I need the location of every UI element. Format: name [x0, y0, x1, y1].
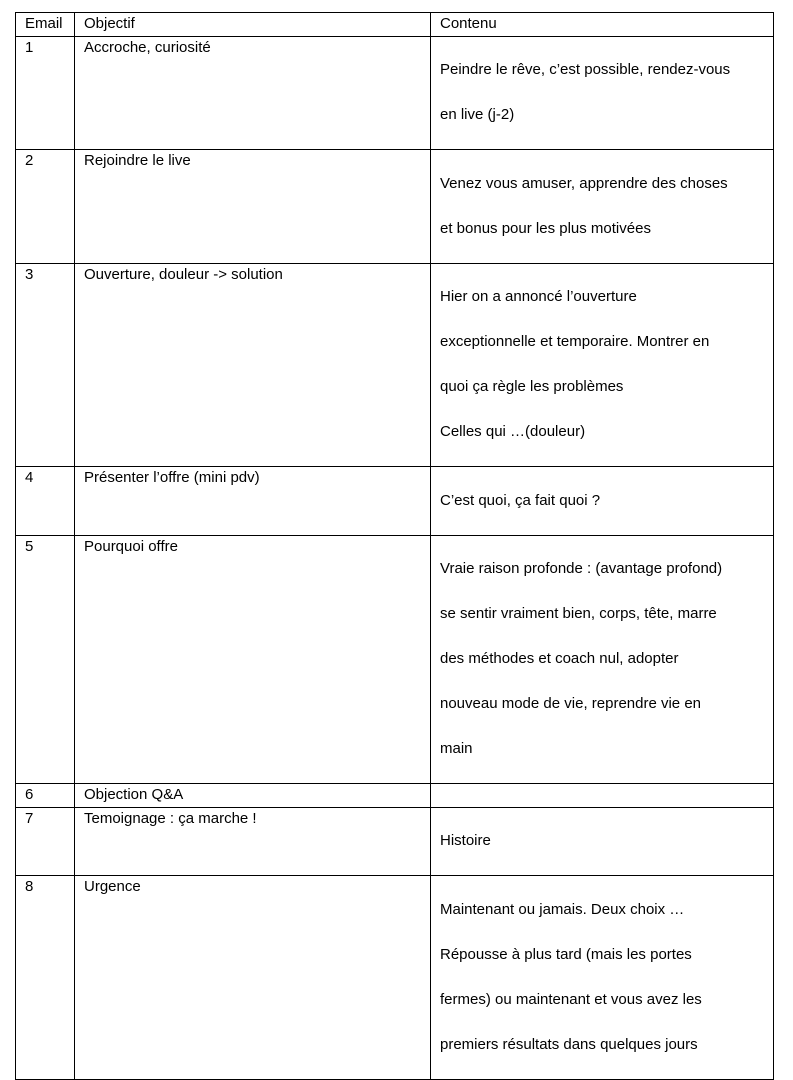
contenu-line: Celles qui …(douleur) — [440, 423, 586, 440]
contenu-line: se sentir vraiment bien, corps, tête, marre — [440, 605, 717, 622]
contenu-line: quoi ça règle les problèmes — [440, 378, 624, 395]
objectif-cell: Rejoindre le live — [75, 150, 431, 264]
email-sequence-table-wrapper — [15, 12, 774, 1080]
objectif-cell: Urgence — [75, 876, 431, 1080]
table-row — [16, 535, 774, 784]
contenu-cell — [431, 36, 774, 150]
header-contenu: Contenu — [431, 13, 774, 37]
table-row — [16, 784, 774, 808]
contenu-line: et bonus pour les plus motivées — [440, 219, 651, 237]
contenu-line: exceptionnelle et temporaire. Montrer en — [440, 333, 710, 350]
table-row — [16, 876, 774, 1080]
contenu-cell — [431, 876, 774, 1080]
contenu-line: Venez vous amuser, apprendre des choses — [440, 174, 728, 192]
contenu-line: C’est quoi, ça fait quoi ? — [440, 491, 601, 509]
objectif-cell: Pourquoi offre — [75, 535, 431, 784]
contenu-cell — [431, 263, 774, 467]
table-row — [16, 807, 774, 876]
contenu-line: fermes) ou maintenant et vous avez les — [440, 990, 702, 1008]
header-objectif: Objectif — [75, 13, 431, 37]
table-row — [16, 263, 774, 467]
contenu-line: Répousse à plus tard (mais les portes — [440, 945, 692, 963]
email-number-cell: 4 — [16, 467, 75, 536]
contenu-line: des méthodes et coach nul, adopter — [440, 650, 679, 667]
email-number-cell: 7 — [16, 807, 75, 876]
objectif-cell: Présenter l’offre (mini pdv) — [75, 467, 431, 536]
table-row — [16, 150, 774, 264]
contenu-cell — [431, 467, 774, 536]
objectif-cell: Temoignage : ça marche ! — [75, 807, 431, 876]
table-row — [16, 467, 774, 536]
contenu-line: nouveau mode de vie, reprendre vie en — [440, 695, 702, 712]
contenu-line: Histoire — [440, 832, 491, 849]
contenu-cell — [431, 535, 774, 784]
email-number-cell: 3 — [16, 263, 75, 467]
contenu-line: Vraie raison profonde : (avantage profond) — [440, 560, 723, 577]
contenu-line: Hier on a annoncé l’ouverture — [440, 288, 637, 305]
contenu-line: premiers résultats dans quelques jours — [440, 1035, 698, 1053]
contenu-line: Maintenant ou jamais. Deux choix … — [440, 900, 685, 918]
contenu-line: en live (j-2) — [440, 106, 515, 123]
email-sequence-table — [15, 12, 774, 1080]
contenu-cell — [431, 150, 774, 264]
contenu-line: main — [440, 740, 473, 757]
email-number-cell: 5 — [16, 535, 75, 784]
contenu-cell — [431, 784, 774, 808]
contenu-line: Peindre le rêve, c’est possible, rendez-vous — [440, 61, 731, 78]
email-number-cell: 6 — [16, 784, 75, 808]
table-row — [16, 36, 774, 150]
email-number-cell: 2 — [16, 150, 75, 264]
header-email: Email — [16, 13, 75, 37]
objectif-cell: Accroche, curiosité — [75, 36, 431, 150]
contenu-cell — [431, 807, 774, 876]
objectif-cell: Ouverture, douleur -> solution — [75, 263, 431, 467]
objectif-cell: Objection Q&A — [75, 784, 431, 808]
email-number-cell: 8 — [16, 876, 75, 1080]
table-header-row — [16, 13, 774, 37]
email-number-cell: 1 — [16, 36, 75, 150]
